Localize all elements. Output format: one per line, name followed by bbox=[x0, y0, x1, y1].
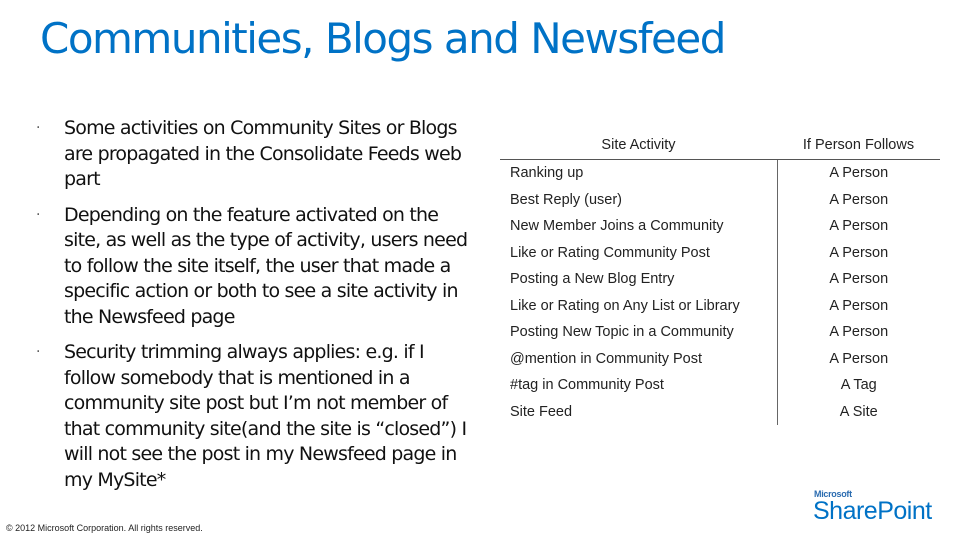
follows-cell: A Person bbox=[777, 319, 940, 346]
activity-cell: @mention in Community Post bbox=[510, 350, 703, 367]
follows-cell: A Tag bbox=[777, 372, 940, 399]
bullet-text: Depending on the feature activated on the site, as well as the type of activity, users need to follow the site itself, the user that made a specific action or both to see a site activity in the Newsfeed page bbox=[64, 203, 468, 328]
activity-cell: New Member Joins a Community bbox=[510, 218, 724, 235]
activity-cell: Like or Rating on Any List or Library bbox=[510, 297, 740, 314]
bullet-item bbox=[36, 116, 476, 193]
activity-cell: Site Feed bbox=[510, 403, 573, 420]
slide-title: Communities, Blogs and Newsfeed bbox=[40, 14, 725, 63]
sharepoint-logo bbox=[813, 489, 943, 525]
bullet-dot-icon: · bbox=[36, 206, 40, 223]
bullet-text: Some activities on Community Sites or Blogs are propagated in the Consolidate Feeds web part bbox=[64, 117, 462, 190]
follows-cell: A Person bbox=[777, 160, 940, 187]
follows-cell: A Person bbox=[777, 213, 940, 240]
copyright-footer: © 2012 Microsoft Corporation. All rights reserved. bbox=[6, 523, 203, 533]
activity-cell: Best Reply (user) bbox=[510, 191, 623, 208]
bullet-dot-icon: · bbox=[36, 120, 40, 136]
activity-cell: Posting New Topic in a Community bbox=[510, 324, 734, 341]
table-row bbox=[500, 399, 940, 426]
follows-cell: A Person bbox=[777, 346, 940, 373]
follows-cell: A Person bbox=[777, 266, 940, 293]
bullet-item bbox=[36, 340, 476, 493]
bullet-text: Security trimming always applies: e.g. if I follow somebody that is mentioned in a community site post but I’m not member of that community site(and the site is “closed”) I will not see the post in my Newsfeed page in my MySite* bbox=[64, 341, 467, 491]
logo-brand-text: Microsoft bbox=[814, 489, 852, 499]
table-row bbox=[500, 293, 940, 320]
activity-cell: Ranking up bbox=[510, 165, 584, 182]
header-site-activity: Site Activity bbox=[500, 131, 777, 160]
table-row bbox=[500, 240, 940, 267]
table-row bbox=[500, 319, 940, 346]
activity-cell: #tag in Community Post bbox=[510, 377, 664, 394]
table-row bbox=[500, 213, 940, 240]
bullet-list bbox=[36, 116, 476, 503]
activity-table bbox=[500, 131, 940, 425]
follows-cell: A Person bbox=[777, 187, 940, 214]
table-header-row bbox=[500, 131, 940, 160]
table-row bbox=[500, 372, 940, 399]
header-if-person-follows: If Person Follows bbox=[777, 131, 940, 160]
table-row bbox=[500, 346, 940, 373]
follows-cell: A Person bbox=[777, 240, 940, 267]
follows-cell: A Site bbox=[777, 399, 940, 426]
activity-cell: Like or Rating Community Post bbox=[510, 244, 710, 261]
table-row bbox=[500, 160, 940, 187]
table-row bbox=[500, 187, 940, 214]
follows-cell: A Person bbox=[777, 293, 940, 320]
logo-product-text: SharePoint bbox=[813, 497, 932, 525]
activity-cell: Posting a New Blog Entry bbox=[510, 271, 675, 288]
bullet-dot-icon: · bbox=[36, 344, 40, 360]
bullet-item bbox=[36, 203, 476, 331]
table-row bbox=[500, 266, 940, 293]
